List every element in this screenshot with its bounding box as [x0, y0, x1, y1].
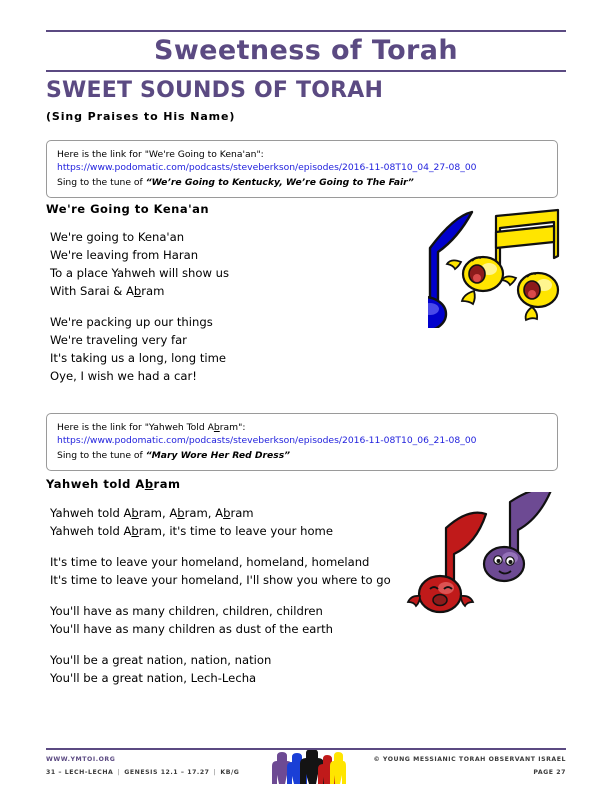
stanza — [50, 651, 391, 687]
link-intro-song-1: Here is the link for "We're Going to Kena'an": — [57, 149, 264, 160]
stanza — [50, 602, 391, 638]
tune-note-song-1 — [57, 176, 547, 189]
song-title-2: Yahweh told Abram — [46, 477, 181, 491]
link-box-song-2 — [46, 413, 558, 471]
section-subtitle: (Sing Praises to His Name) — [46, 110, 236, 123]
tune-name-song-1: “We’re Going to Kentucky, We’re Going to The Fair” — [145, 177, 414, 188]
footer-left — [46, 753, 239, 779]
lyric-line: We're packing up our things — [50, 315, 213, 329]
lyric-line: We're leaving from Haran — [50, 248, 199, 262]
podcast-link-song-1[interactable]: https://www.podomatic.com/podcasts/steveberkson/episodes/2016-11-08T10_04_27-08_00 — [57, 162, 477, 173]
lyric-line: You'll have as many children as dust of the earth — [50, 622, 334, 636]
lyric-line: You'll be a great nation, nation, nation — [50, 653, 272, 667]
podcast-link-song-2[interactable]: https://www.podomatic.com/podcasts/steveberkson/episodes/2016-11-08T10_06_21-08_00 — [57, 435, 477, 446]
lyric-line: Yahweh told Abram, Abram, Abram — [50, 506, 254, 520]
footer-lesson-info — [46, 766, 239, 779]
footer-grade: KB/G — [220, 769, 240, 776]
stanza — [50, 504, 391, 540]
footer-page-number: PAGE 27 — [533, 769, 566, 776]
lyric-line: Yahweh told Abram, it's time to leave your home — [50, 524, 333, 538]
lyric-line: It's time to leave your homeland, homeland, homeland — [50, 555, 370, 569]
lyric-line: Oye, I wish we had a car! — [50, 369, 197, 383]
tune-prefix-song-1: Sing to the tune of — [57, 177, 143, 188]
footer-separator-2: | — [213, 769, 217, 776]
link-intro-song-2: Here is the link for "Yahweh Told Abram": — [57, 422, 246, 433]
tune-prefix-song-2: Sing to the tune of — [57, 450, 143, 461]
header-rule-bottom — [46, 70, 566, 72]
lyric-line: It's taking us a long, long time — [50, 351, 227, 365]
link-box-song-1 — [46, 140, 558, 198]
footer-website[interactable]: WWW.YMTOI.ORG — [46, 756, 116, 763]
singing-notes-icon-blue-yellow — [428, 208, 578, 328]
stanza — [50, 228, 229, 300]
footer-reference: GENESIS 12.1 – 17.27 — [124, 769, 210, 776]
song-title-1: We're Going to Kena'an — [46, 202, 210, 216]
ymtoi-logo — [268, 750, 346, 791]
lyrics-song-2 — [50, 504, 391, 687]
tune-name-song-2: “Mary Wore Her Red Dress” — [145, 450, 291, 461]
lyrics-song-1 — [50, 228, 229, 385]
singing-notes-icon-red-purple — [404, 492, 574, 617]
lyric-line: You'll be a great nation, Lech-Lecha — [50, 671, 257, 685]
footer-lesson: 31 – LECH-LECHA — [46, 769, 114, 776]
tune-note-song-2 — [57, 449, 547, 462]
lyric-line: It's time to leave your homeland, I'll show you where to go — [50, 573, 391, 587]
lyric-line: To a place Yahweh will show us — [50, 266, 230, 280]
section-title: SWEET SOUNDS OF TORAH — [46, 78, 384, 103]
footer-copyright: © YOUNG MESSIANIC TORAH OBSERVANT ISRAEL — [373, 756, 566, 763]
lyric-line: We're going to Kena'an — [50, 230, 185, 244]
lyric-line: We're traveling very far — [50, 333, 187, 347]
footer-right — [373, 753, 566, 779]
stanza — [50, 313, 229, 385]
page-title: Sweetness of Torah — [153, 35, 459, 66]
lyric-line: You'll have as many children, children, children — [50, 604, 323, 618]
lyric-line: With Sarai & Abram — [50, 284, 165, 298]
stanza — [50, 553, 391, 589]
footer-separator-1: | — [117, 769, 121, 776]
